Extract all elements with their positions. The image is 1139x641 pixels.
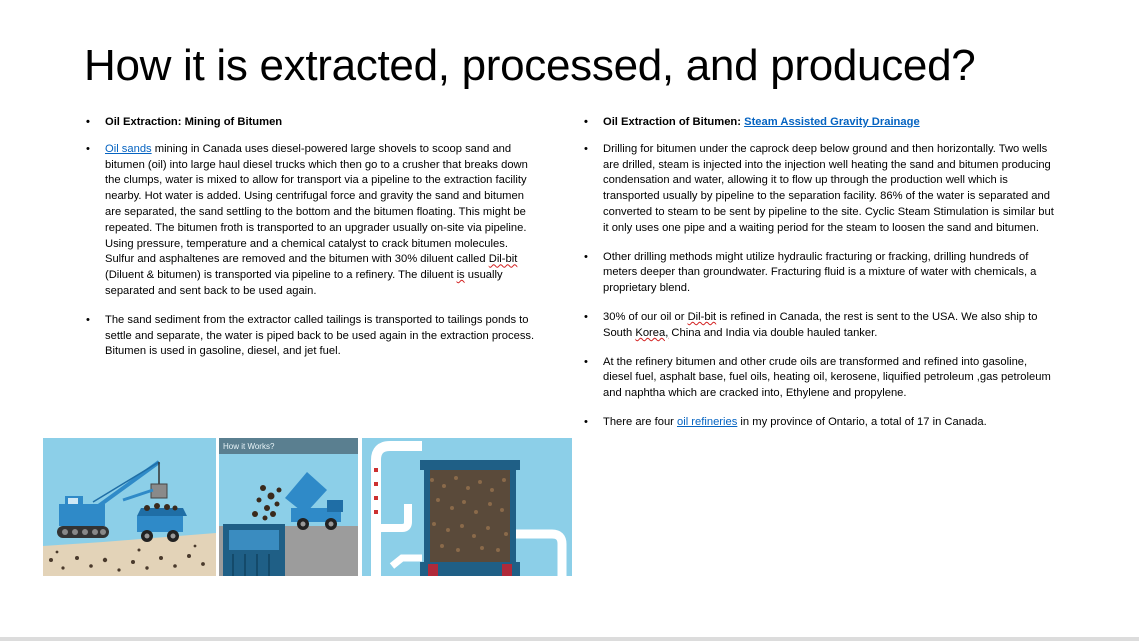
crusher-video-image[interactable]: [219, 438, 358, 576]
crusher-illustration: [219, 438, 358, 576]
spellcheck-korea[interactable]: Korea,: [635, 326, 669, 339]
right-heading: [584, 115, 1054, 131]
slide-title: How it is extracted, processed, and produced?: [84, 41, 976, 90]
right-paragraph-drilling: • Drilling for bitumen under the caprock deep below ground and then horizontally. Two wells are drilled, steam is injected into the injection well heating the sand and bitumen producing condensation and water, allowing it to flow up through the production well which is transported usually by pipeline to the separation facility. 86% of the water is separated and converted to steam to be sent by pipeline to the site. Cyclic Steam Stimulation is similar but it only uses one pipe and a waiting period for the steam to loosen the sand and bitumen.: [584, 142, 1054, 237]
spellcheck-is[interactable]: is: [456, 269, 465, 282]
mining-shovel-illustration: [43, 438, 216, 576]
right-p5-text-b: in my province of Ontario, a total of 17 in Canada.: [737, 415, 987, 428]
slide-bottom-border: [0, 637, 1139, 641]
right-paragraph-refinery: • At the refinery bitumen and other crude oils are transformed and refined into gasoline, diesel fuel, asphalt base, fuel oils, heating oil, kerosene, liquified petroleum ,gas petroleum and naphtha which are cracked into, Ethylene and propylene.: [584, 355, 1054, 402]
right-p3-text-c: China and India via double hauled tanker.: [668, 326, 878, 339]
right-paragraph-fracking: • Other drilling methods might utilize hydraulic fracturing or fracking, drilling hundreds of meters deeper than groundwater. Fracturing fluid is a mixture of water with chemicals, a proprietary blend.: [584, 250, 1054, 297]
right-text-column: [584, 115, 1054, 431]
right-paragraph-ontario: [584, 415, 1054, 431]
spellcheck-dilbit[interactable]: Dil-bit: [488, 253, 518, 266]
oil-refineries-link[interactable]: oil refineries: [677, 415, 738, 428]
left-p1-text-b: (Diluent & bitumen) is transported via pipeline to a refinery. The diluent: [105, 269, 457, 282]
right-p5-text-a: There are four: [603, 415, 677, 428]
left-p1-text-a: mining in Canada uses diesel-powered large shovels to scoop sand and bitumen (oil) into large haul diesel trucks which then go to a crusher that breaks down the clumps, water is mixed to allow for transport via a pipeline to the extraction facility nearby. Hot water is added. Using centrifugal force and gravity the sand and bitumen are separated, the sand settling to the bottom and the bitumen floating. This might be repeated. The bitumen froth is transported to an upgrader usually on-site via pipeline. Using pressure, temperature and a chemical catalyst to crack bitumen molecules. Sulfur and asphaltenes are removed and the bitumen with 30% diluent called: [105, 142, 528, 266]
spellcheck-dilbit-2[interactable]: Dil-bit: [687, 310, 717, 323]
left-p1-text-c: usually separated and sent back to be used again.: [105, 269, 503, 297]
right-paragraph-export: [584, 310, 1054, 342]
right-p3-text-b: is refined in Canada, the rest is sent to the USA. We also ship to South: [603, 310, 1038, 339]
extraction-tank-illustration: [362, 438, 572, 576]
left-text-column: [86, 115, 540, 360]
mining-shovel-image[interactable]: [43, 438, 216, 576]
video-caption: How it Works?: [223, 442, 275, 451]
left-heading: • Oil Extraction: Mining of Bitumen: [86, 115, 540, 131]
left-paragraph-mining: [86, 142, 540, 300]
right-heading-text: Oil Extraction of Bitumen:: [603, 116, 745, 128]
left-paragraph-tailings: • The sand sediment from the extractor called tailings is transported to tailings ponds to settle and separate, the water is piped back to be used again in the extraction process. Bitumen is used in gasoline, diesel, and jet fuel.: [86, 313, 540, 360]
extraction-tank-image[interactable]: [362, 438, 572, 576]
sagd-link[interactable]: Steam Assisted Gravity Drainage: [744, 116, 920, 128]
oil-sands-link[interactable]: Oil sands: [105, 142, 152, 155]
right-p3-text-a: 30% of our oil or: [603, 310, 688, 323]
